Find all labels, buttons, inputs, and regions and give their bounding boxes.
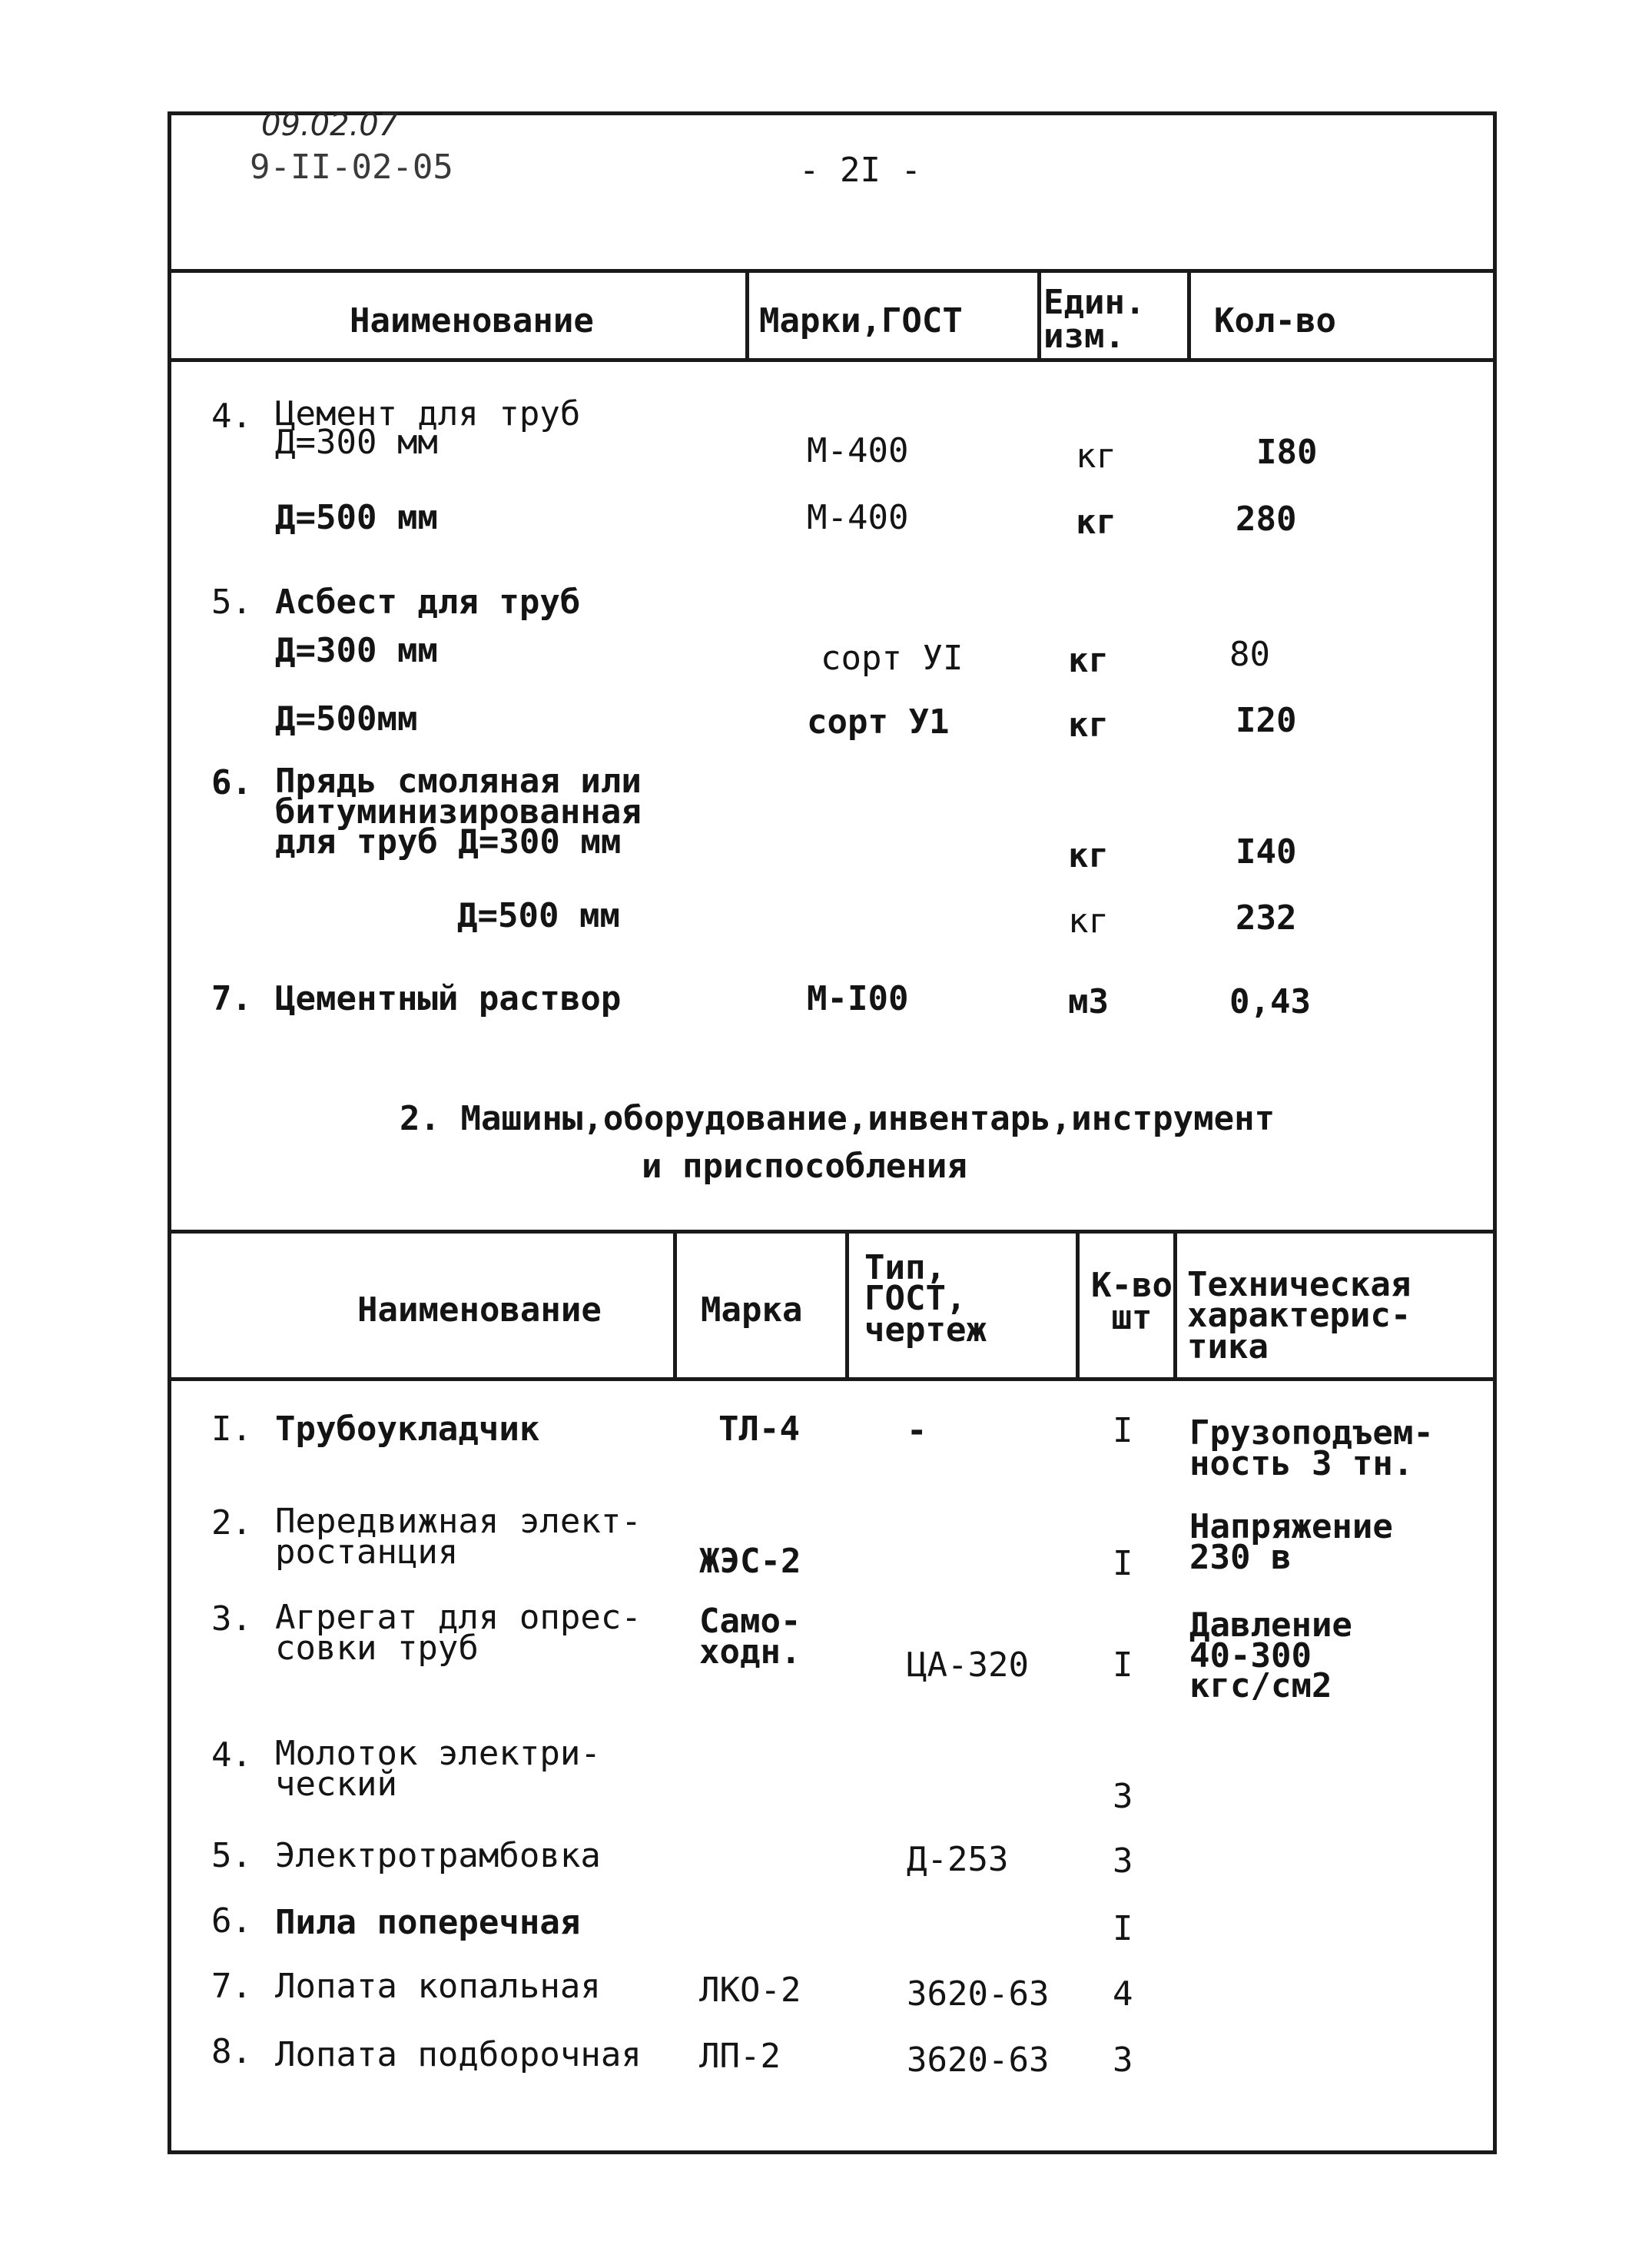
row-unit: кг [1068, 902, 1109, 941]
table2-col-divider [845, 1230, 849, 1381]
row-qty: 80 [1229, 635, 1270, 674]
doc-code: 9-II-02-05 [250, 148, 453, 187]
row-qty: 280 [1236, 500, 1297, 539]
row-mark: М-400 [807, 498, 909, 537]
row-qty: 232 [1236, 898, 1297, 938]
row-number: 4. [211, 1735, 252, 1775]
row-number: 7. [211, 1967, 252, 2006]
row-mark: Само- ходн. [699, 1602, 801, 1672]
row-unit: кг [1076, 437, 1116, 476]
col-header-unit: Един. изм. [1043, 283, 1146, 356]
col-header-mark: Марка [701, 1290, 803, 1330]
row-unit: кг [1068, 641, 1109, 680]
row-name: Цементный раствор [275, 979, 622, 1018]
row-mark: ЛКО-2 [699, 1971, 801, 2010]
page-number: - 2I - [799, 151, 921, 190]
row-qty: I [1113, 1909, 1133, 1948]
row-qty: 4 [1113, 1974, 1133, 2014]
row-unit: кг [1068, 836, 1109, 875]
row-mark: ЖЭС-2 [699, 1542, 801, 1581]
row-qty: 3 [1113, 1841, 1133, 1881]
row-qty: I [1113, 1544, 1133, 1583]
row-number: 4. [211, 397, 252, 436]
table2-header-rule [168, 1377, 1497, 1381]
col-header-name: Наименование [357, 1290, 602, 1330]
col-header-mark: Марки,ГОСТ [759, 301, 963, 340]
row-name: Д=500 мм [457, 896, 620, 935]
row-type: - [907, 1411, 927, 1450]
row-mark: ЛП-2 [699, 2037, 781, 2076]
row-unit: кг [1068, 706, 1109, 745]
row-qty: 0,43 [1229, 982, 1311, 1021]
table1-header-rule [168, 358, 1497, 362]
row-number: 6. [211, 763, 252, 802]
row-number: 2. [211, 1503, 252, 1542]
table2-col-divider [673, 1230, 677, 1381]
row-type: 3620-63 [907, 2041, 1050, 2080]
row-spec: Грузоподъем- ность 3 тн. [1189, 1413, 1434, 1483]
row-name: Д=500мм [275, 699, 418, 739]
row-name: Асбест для труб [275, 583, 581, 622]
row-mark: сорт УI [821, 639, 964, 678]
row-number: I. [211, 1410, 252, 1449]
table2-col-divider [1076, 1230, 1080, 1381]
table2-col-divider [1173, 1230, 1177, 1381]
row-mark: М-400 [807, 431, 909, 470]
row-type: Д-253 [907, 1840, 1009, 1879]
col-header-qty: К-во шт [1091, 1266, 1173, 1337]
row-name: Электротрамбовка [275, 1836, 601, 1875]
row-type: 3620-63 [907, 1974, 1050, 2014]
table1-col-divider [1187, 269, 1191, 362]
table1-col-divider [1037, 269, 1041, 362]
col-header-name: Наименование [350, 301, 594, 340]
row-qty: I40 [1236, 832, 1297, 872]
row-name: Молоток электри- ческий [275, 1734, 601, 1804]
row-name: Д=500 мм [275, 498, 438, 537]
table1-top-rule [168, 269, 1497, 273]
row-spec: Напряжение 230 в [1189, 1507, 1393, 1577]
row-name: Агрегат для опрес- совки труб [275, 1598, 642, 1668]
col-header-spec: Техническая характерис- тика [1187, 1265, 1411, 1366]
col-header-type: Тип, ГОСТ, чертеж [864, 1248, 987, 1350]
row-type: ЦА-320 [907, 1645, 1029, 1685]
row-name: Пила поперечная [275, 1903, 581, 1942]
row-qty: I [1113, 1645, 1133, 1685]
section-title: 2. Машины,оборудование,инвентарь,инструмент [400, 1099, 1275, 1138]
row-number: 5. [211, 1836, 252, 1875]
row-name: Лопата подборочная [275, 2035, 642, 2074]
table2-top-rule [168, 1230, 1497, 1234]
row-spec: Давление 40-300 кгс/см2 [1189, 1606, 1352, 1706]
row-number: 6. [211, 1901, 252, 1941]
row-mark: ТЛ-4 [718, 1410, 800, 1449]
row-name: Цемент для труб Д=300 мм [275, 394, 581, 463]
table1-col-divider [745, 269, 749, 362]
row-qty: 3 [1113, 2041, 1133, 2080]
row-name: Лопата копальная [275, 1967, 601, 2006]
row-number: 8. [211, 2032, 252, 2071]
row-number: 3. [211, 1599, 252, 1639]
row-qty: I [1113, 1411, 1133, 1450]
row-mark: М-I00 [807, 979, 909, 1018]
row-name: Д=300 мм [275, 631, 438, 670]
row-name: Передвижная элект- ростанция [275, 1502, 642, 1572]
row-qty: 3 [1113, 1777, 1133, 1816]
handwritten-code: 09.02.07 [261, 108, 399, 143]
row-qty: I20 [1236, 701, 1297, 740]
row-number: 5. [211, 583, 252, 622]
col-header-qty: Кол-во [1214, 301, 1336, 340]
row-name: Прядь смоляная или битуминизированная для труб Д=300 мм [275, 762, 642, 862]
row-qty: I80 [1256, 433, 1318, 472]
row-mark: сорт У1 [807, 702, 950, 742]
row-number: 7. [211, 979, 252, 1018]
row-name: Трубоукладчик [275, 1410, 540, 1449]
row-unit: м3 [1068, 982, 1109, 1021]
row-unit: кг [1076, 503, 1116, 542]
section-title-line2: и приспособления [642, 1147, 967, 1186]
